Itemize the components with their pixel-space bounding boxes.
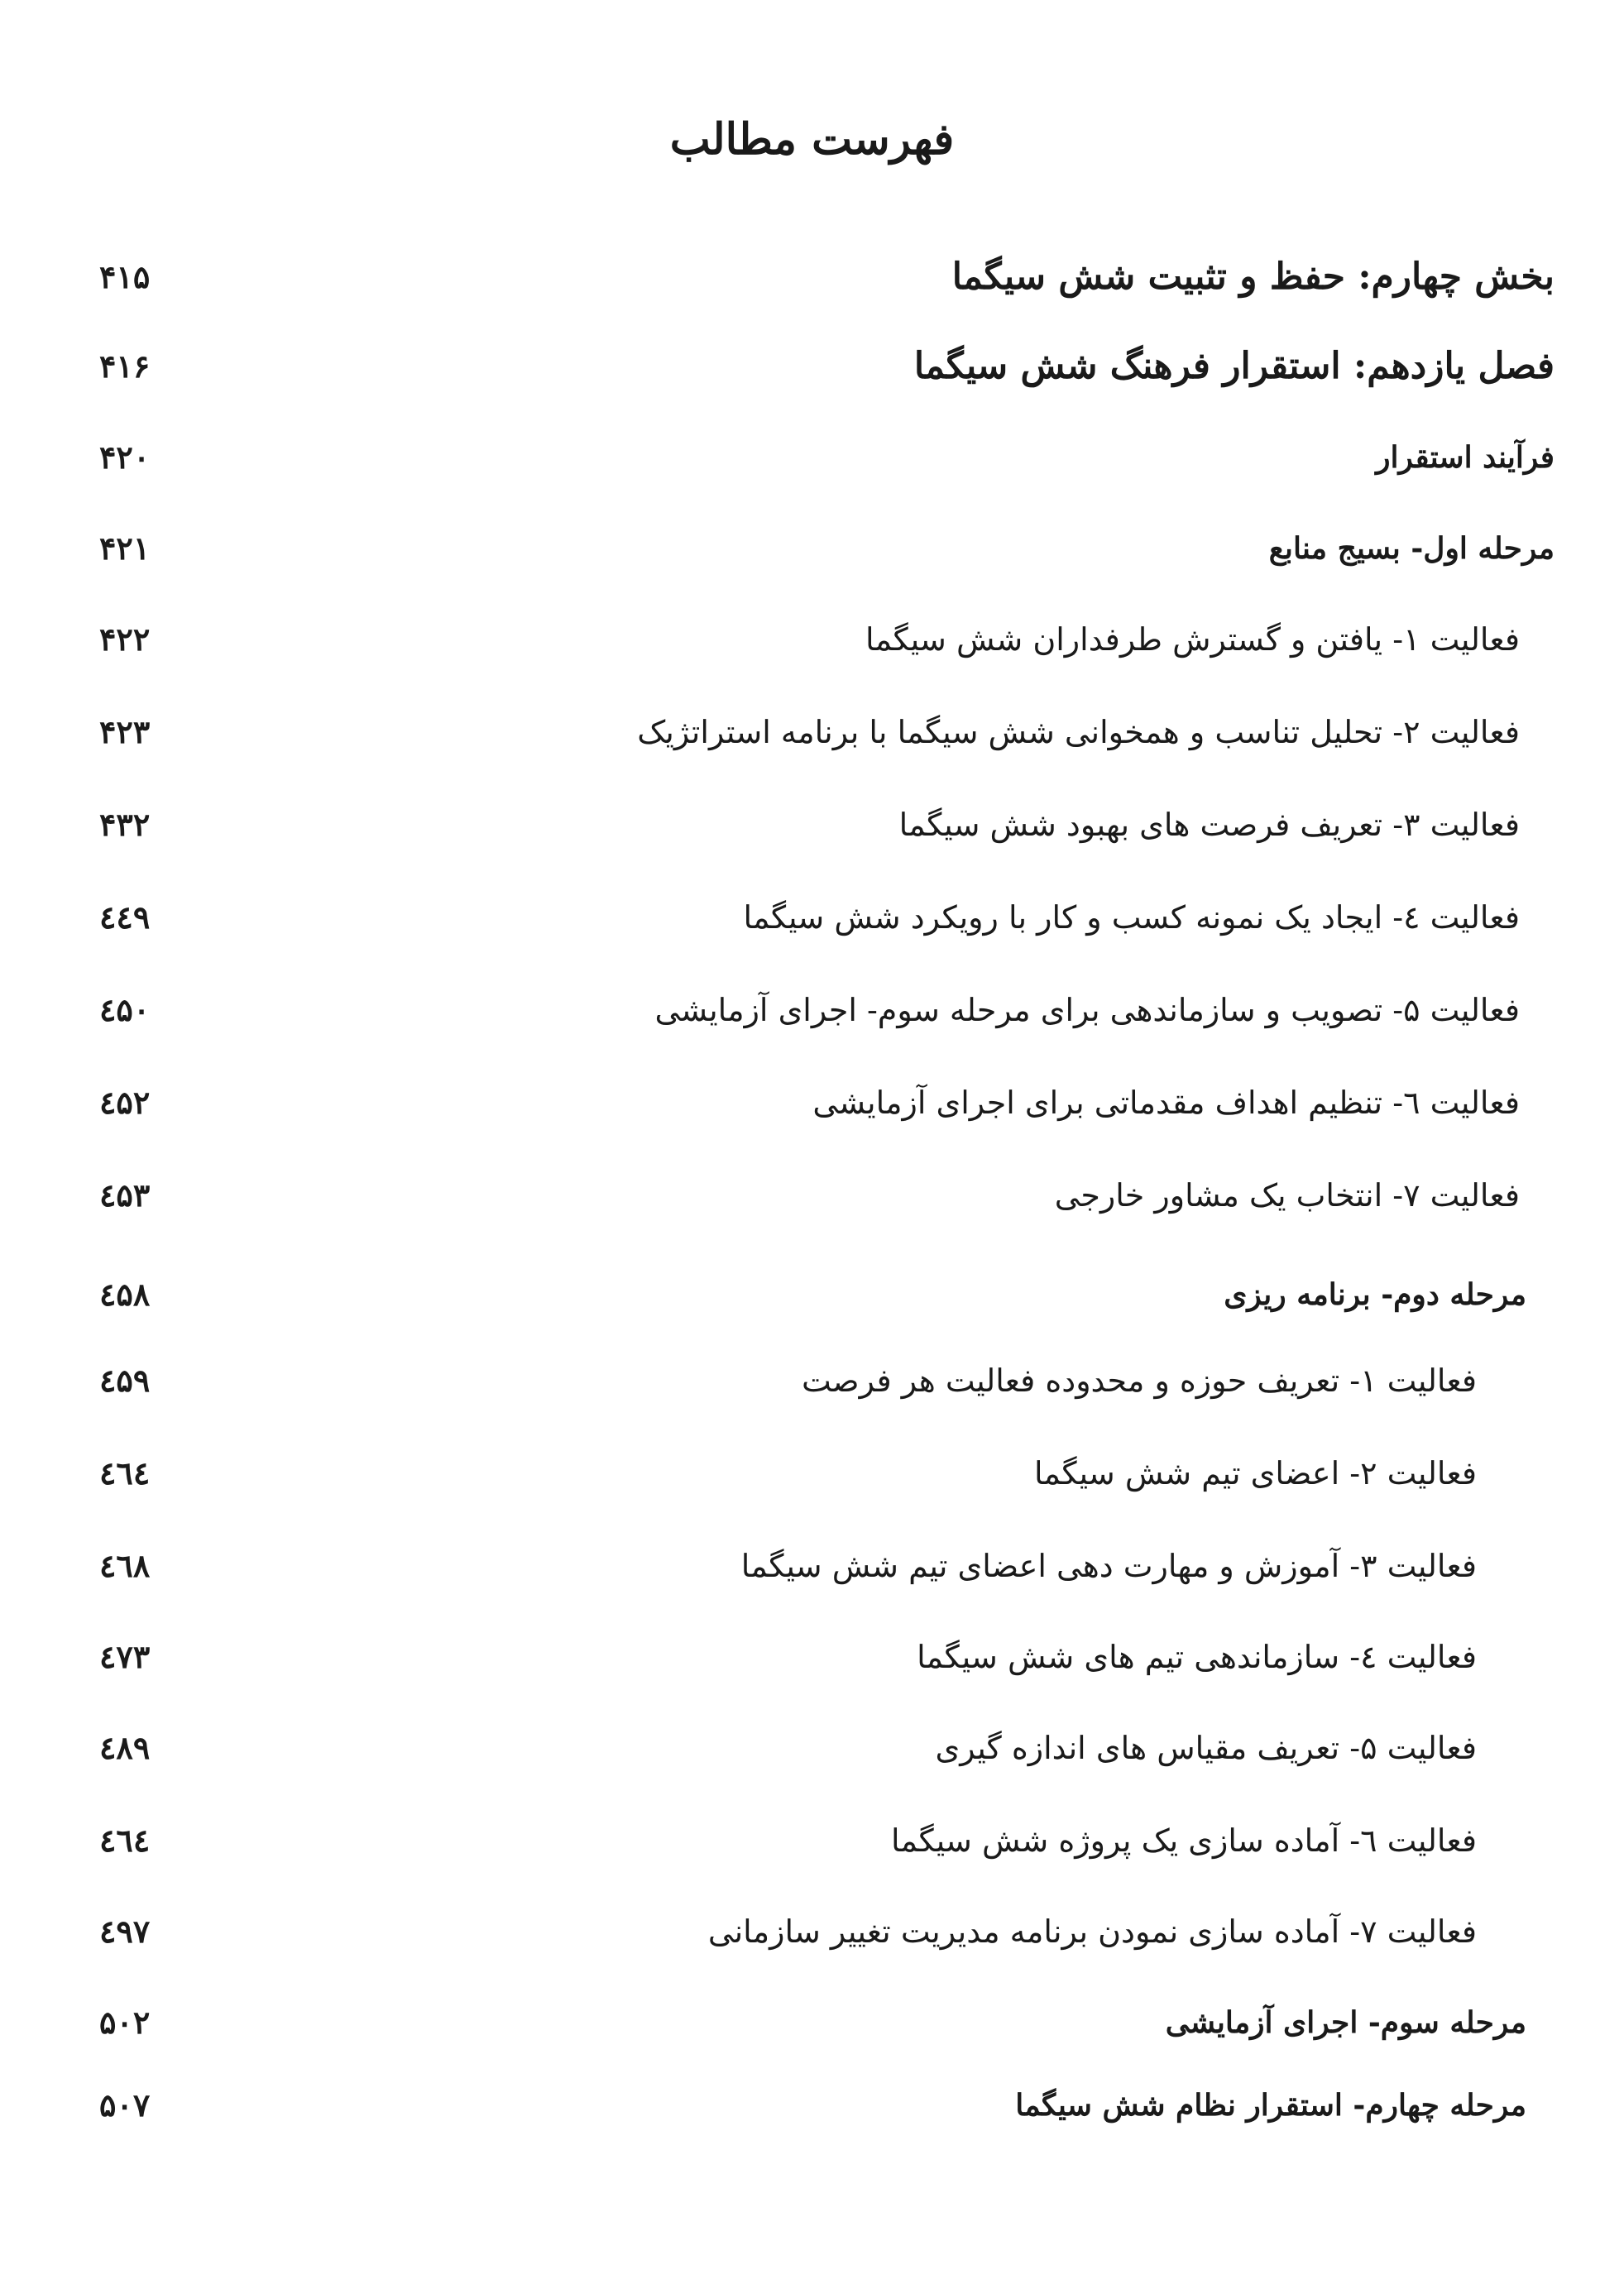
toc-entry: [0, 1719, 1624, 1777]
entry-label: فعالیت ٦- تنظیم اهداف مقدماتی برای اجرای آزمایشی: [812, 1085, 1520, 1121]
entry-label: فعالیت ۵- تعریف مقیاس های اندازه گیری: [935, 1730, 1477, 1766]
entry-label: فعالیت ٤- سازماندهی تیم های شش سیگما: [917, 1639, 1477, 1675]
entry-label: فرآیند استقرار: [1376, 440, 1555, 475]
toc-entry: [0, 611, 1624, 668]
entry-label: فعالیت ۳- تعریف فرصت های بهبود شش سیگما: [898, 807, 1520, 843]
entry-label: فعالیت ۲- اعضای تیم شش سیگما: [1033, 1455, 1477, 1492]
entry-label: فعالیت ۷- آماده سازی نمودن برنامه مدیریت تغییر سازمانی: [707, 1913, 1477, 1950]
entry-page-number: ٤۵۲: [99, 1084, 151, 1121]
entry-page-number: ۴۲۱: [99, 529, 151, 567]
entry-label: فعالیت ٤- ایجاد یک نمونه کسب و کار با رویکرد شش سیگما: [743, 899, 1520, 936]
entry-page-number: ٤۵۰: [99, 991, 151, 1028]
entry-page-number: ۴۲۳: [99, 713, 151, 750]
entry-label: فعالیت ٦- آماده سازی یک پروژه شش سیگما: [891, 1822, 1477, 1859]
entry-page-number: ۵۰۲: [99, 2004, 151, 2041]
toc-entry: [0, 520, 1624, 577]
entry-label: مرحله سوم- اجرای آزمایشی: [1165, 2005, 1526, 2040]
toc-entry: [0, 1444, 1624, 1502]
toc-entry: [0, 1537, 1624, 1595]
entry-page-number: ۵۰۷: [99, 2086, 151, 2124]
entry-page-number: ٤٤٩: [99, 898, 151, 936]
entry-label: فعالیت ۱- تعریف حوزه و محدوده فعالیت هر فرصت: [801, 1362, 1477, 1399]
entry-page-number: ۴۱۵: [99, 258, 151, 295]
entry-label: مرحله چهارم- استقرار نظام شش سیگما: [1015, 2088, 1526, 2123]
toc-entry: [0, 1812, 1624, 1870]
entry-page-number: ٤۵۹: [99, 1362, 151, 1399]
toc-entry: [0, 703, 1624, 761]
entry-page-number: ٤۸۹: [99, 1729, 151, 1766]
toc-entry: [0, 981, 1624, 1039]
entry-page-number: ٤۵۸: [99, 1276, 151, 1313]
toc-entry: [0, 1266, 1624, 1324]
entry-page-number: ٤٦٤: [99, 1822, 151, 1859]
toc-entry: [0, 796, 1624, 854]
toc-entry: [0, 429, 1624, 486]
entry-page-number: ۴۳۲: [99, 806, 151, 843]
entry-page-number: ٤۷۳: [99, 1638, 151, 1675]
entry-label: فعالیت ۳- آموزش و مهارت دهی اعضای تیم شش سیگما: [740, 1548, 1477, 1584]
entry-page-number: ٤۹۷: [99, 1913, 151, 1950]
toc-entry: [0, 888, 1624, 946]
entry-page-number: ۴۲۲: [99, 620, 151, 658]
entry-label: مرحله اول- بسیج منابع: [1268, 531, 1555, 566]
toc-entry: [0, 1352, 1624, 1410]
toc-entry: [0, 1903, 1624, 1961]
toc-entry: [0, 1628, 1624, 1686]
entry-page-number: ٤٦۸: [99, 1547, 151, 1584]
entry-label: فعالیت ۷- انتخاب یک مشاور خارجی: [1054, 1177, 1520, 1214]
entry-label: فعالیت ۱- یافتن و گسترش طرفداران شش سیگما: [865, 621, 1520, 658]
toc-entry: [0, 1074, 1624, 1132]
entry-page-number: ٤۵۳: [99, 1176, 151, 1214]
entry-page-number: ٤٦٤: [99, 1454, 151, 1492]
entry-label: مرحله دوم- برنامه ریزی: [1224, 1277, 1526, 1312]
entry-label: بخش چهارم: حفظ و تثبیت شش سیگما: [951, 256, 1555, 298]
entry-page-number: ۴۲۰: [99, 438, 151, 476]
page-title: فهرست مطالب: [669, 114, 955, 165]
toc-entry: [0, 1166, 1624, 1224]
toc-entry: [0, 2076, 1624, 2134]
toc-entry: [0, 338, 1624, 395]
toc-entry: [0, 1994, 1624, 2052]
entry-label: فعالیت ۵- تصویب و سازماندهی برای مرحله سوم- اجرای آزمایشی: [654, 992, 1520, 1028]
entry-page-number: ۴۱۶: [99, 347, 151, 385]
entry-label: فعالیت ۲- تحلیل تناسب و همخوانی شش سیگما با برنامه استراتژیک: [637, 714, 1520, 750]
toc-entry: [0, 248, 1624, 306]
entry-label: فصل یازدهم: استقرار فرهنگ شش سیگما: [913, 345, 1555, 387]
